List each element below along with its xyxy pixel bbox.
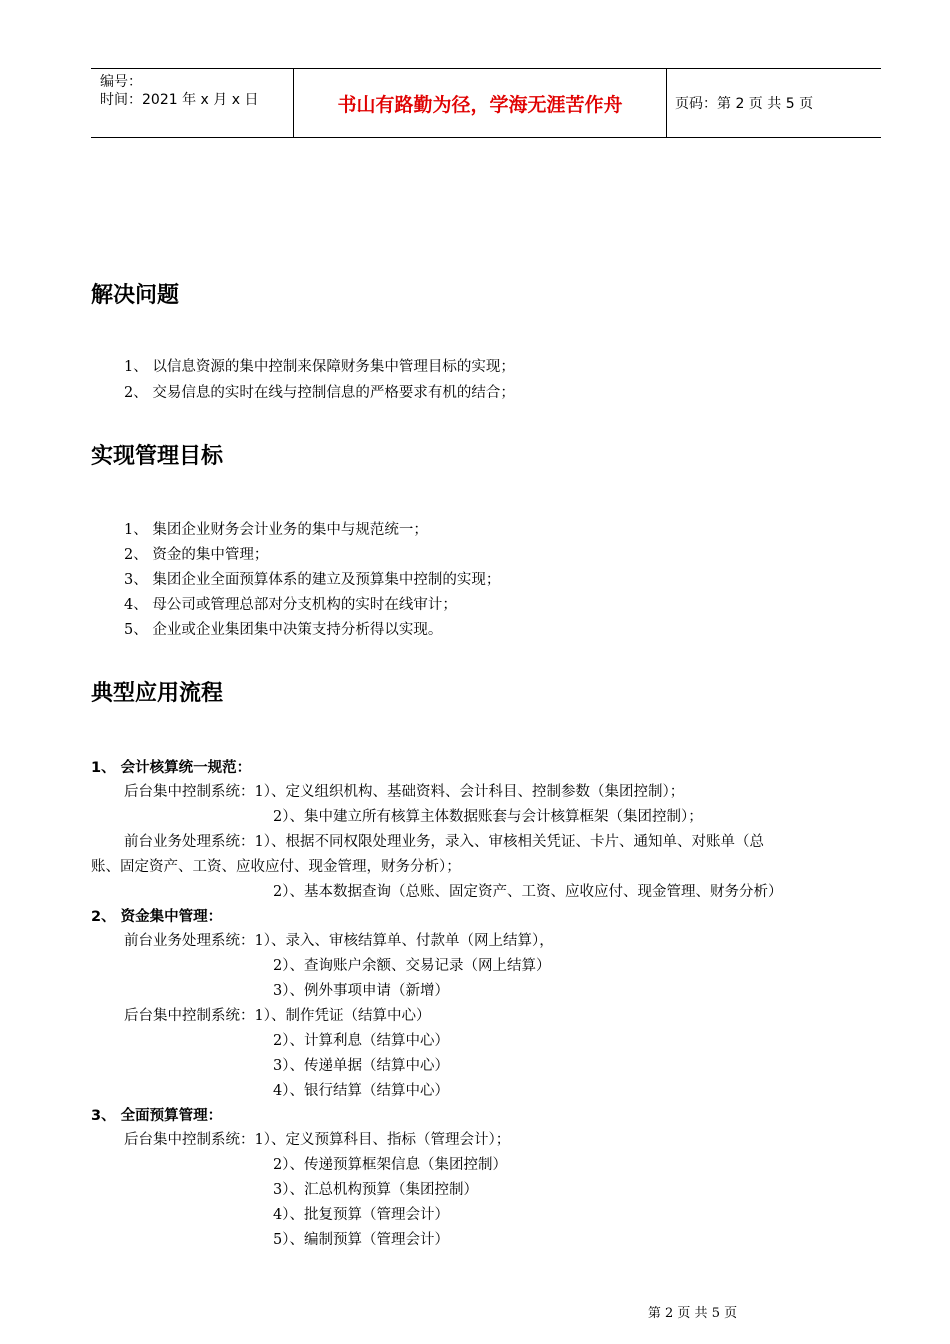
flow-line: 3）、传递单据（结算中心） [273,1058,449,1074]
document-time-label: 时间：2021 年 x 月 x 日 [100,92,259,108]
list-item: 1、 以信息资源的集中控制来保障财务集中管理目标的实现； [124,359,515,375]
flow-line: 2）、基本数据查询（总账、固定资产、工资、应收应付、现金管理、财务分析） [273,884,783,900]
flow-line: 后台集中控制系统：1）、定义组织机构、基础资料、会计科目、控制参数（集团控制）； [124,784,685,800]
list-item: 4、 母公司或管理总部对分支机构的实时在线审计； [124,597,457,613]
flow-line: 前台业务处理系统：1）、根据不同权限处理业务，录入、审核相关凭证、卡片、通知单、对账单（总 [124,834,764,850]
subsection-title-budget-management: 3、 全面预算管理： [91,1108,223,1124]
header-page-info: 页码：第 2 页 共 5 页 [675,96,814,112]
page-footer [0,1302,950,1321]
flow-line: 账、固定资产、工资、应收应付、现金管理，财务分析）； [91,859,461,875]
list-item: 2、 资金的集中管理； [124,547,269,563]
motto-text: 书山有路勤为径，学海无涯苦作舟 [337,93,623,116]
list-item: 1、 集团企业财务会计业务的集中与规范统一； [124,522,428,538]
flow-line: 2）、计算利息（结算中心） [273,1033,449,1049]
header-motto-cell [293,69,667,137]
list-item: 5、 企业或企业集团集中决策支持分析得以实现。 [124,622,443,638]
flow-line: 后台集中控制系统：1）、定义预算科目、指标（管理会计）； [124,1132,511,1148]
document-number-label: 编号： [100,74,142,90]
flow-line: 2）、传递预算框架信息（集团控制） [273,1157,507,1173]
header-left-cell [91,69,293,137]
flow-line: 4）、批复预算（管理会计） [273,1207,449,1223]
flow-line: 4）、银行结算（结算中心） [273,1083,449,1099]
header-page-cell [667,69,881,137]
section-title-management-goals: 实现管理目标 [91,444,224,469]
list-item: 3、 集团企业全面预算体系的建立及预算集中控制的实现； [124,572,501,588]
flow-line: 2）、集中建立所有核算主体数据账套与会计核算框架（集团控制）； [273,809,703,825]
list-item: 2、 交易信息的实时在线与控制信息的严格要求有机的结合； [124,385,515,401]
section-title-typical-flow: 典型应用流程 [91,681,224,706]
flow-line: 3）、例外事项申请（新增） [273,983,449,999]
flow-line: 5）、编制预算（管理会计） [273,1232,449,1248]
flow-line: 前台业务处理系统：1）、录入、审核结算单、付款单（网上结算）， [124,933,554,949]
flow-line: 2）、查询账户余额、交易记录（网上结算） [273,958,551,974]
flow-line: 后台集中控制系统：1）、制作凭证（结算中心） [124,1008,431,1024]
document-header [91,68,881,138]
flow-line: 3）、汇总机构预算（集团控制） [273,1182,478,1198]
subsection-title-accounting: 1、 会计核算统一规范： [91,760,252,776]
subsection-title-fund-management: 2、 资金集中管理： [91,909,223,925]
footer-page-number: 第 2 页 共 5 页 [647,1306,738,1321]
section-title-solve-problems: 解决问题 [91,283,180,308]
